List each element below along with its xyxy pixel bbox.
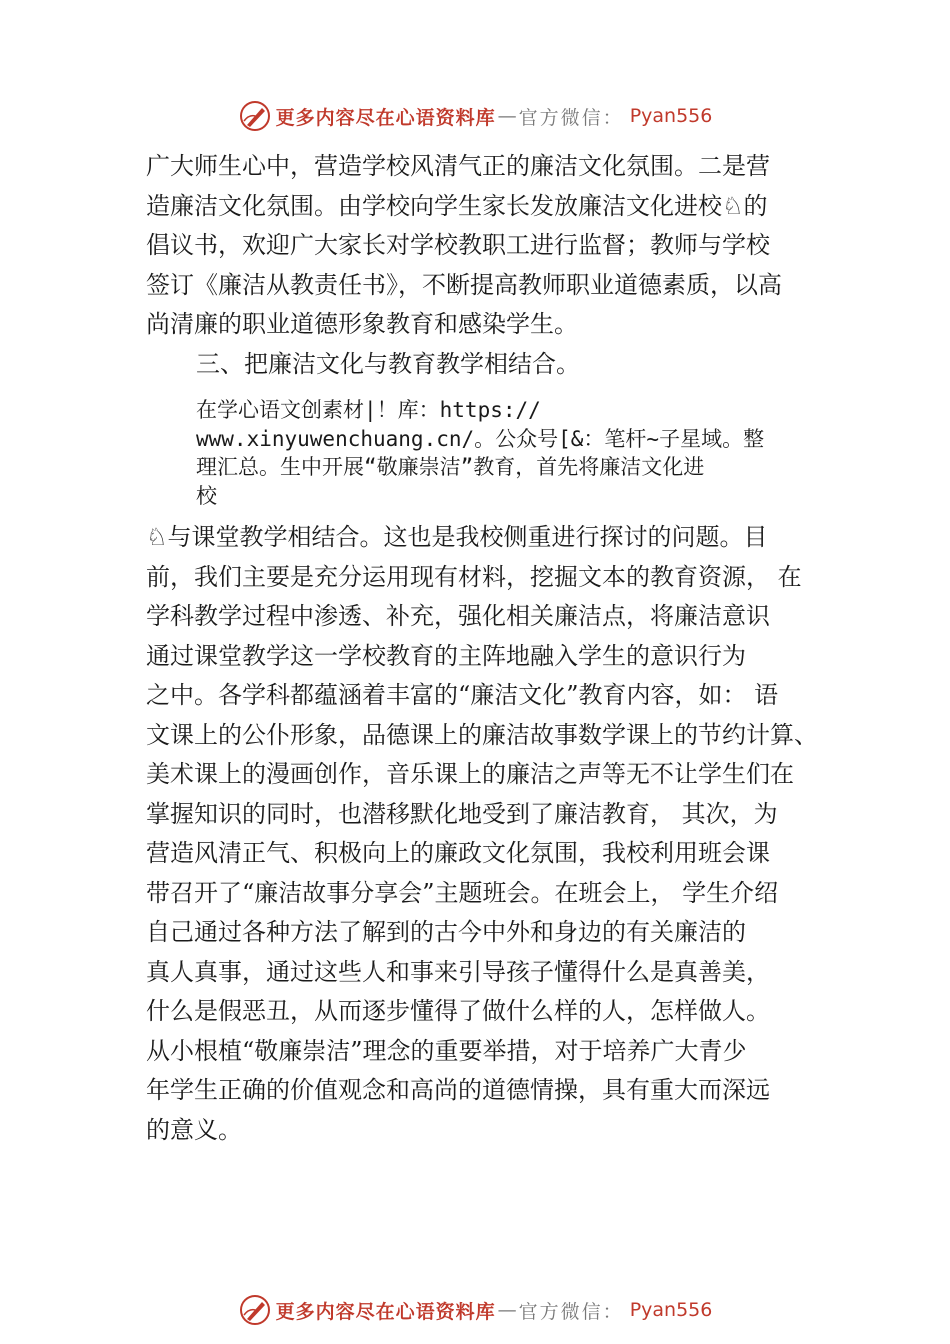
header-banner: [0, 96, 950, 136]
footer-wechat-label: 官方微信：: [518, 1300, 624, 1323]
text-line: 真人真事，通过这些人和事来引导孩子懂得什么是真善美，: [146, 957, 770, 986]
paragraph-2: [146, 518, 836, 1150]
text-line: 在学心语文创素材|！库：https://: [196, 398, 541, 422]
text-line: 广大师生心中，营造学校风清气正的廉洁文化氛围。二是营: [146, 152, 770, 180]
pen-logo-icon: [238, 1293, 272, 1327]
text-line: 通过课堂教学这一学校教育的主阵地融入学生的意识行为: [146, 641, 746, 670]
footer-brand: 更多内容尽在心语资料库: [275, 1300, 496, 1323]
text-line: 学科教学过程中渗透、补充，强化相关廉洁点，将廉洁意识: [146, 602, 770, 630]
text-line: 倡议书，欢迎广大家长对学校教职工进行监督；教师与学校: [146, 231, 770, 259]
footer-separator: —: [497, 1299, 517, 1321]
text-line: 自己通过各种方法了解到的古今中外和身边的有关廉洁的: [146, 918, 746, 946]
footer-banner: [0, 1290, 950, 1330]
header-brand: 更多内容尽在心语资料库: [275, 106, 496, 129]
text-line: 掌握知识的同时，也潜移默化地受到了廉洁教育， 其次，为: [146, 799, 778, 828]
text-line: 校: [196, 483, 217, 508]
text-line: www.xinyuwenchuang.cn/。公众号[&：笔杆~子星域。整: [196, 426, 765, 451]
text-line: 签订《廉洁从教责任书》，不断提高教师职业道德素质，以高: [146, 270, 782, 299]
text-line: 带召开了“廉洁故事分享会”主题班会。在班会上， 学生介绍: [146, 878, 779, 907]
source-block: [196, 396, 846, 510]
header-wechat-label: 官方微信：: [518, 106, 624, 129]
text-line: 年学生正确的价值观念和高尚的道德情操，具有重大而深远: [146, 1076, 770, 1104]
footer-wechat-id: Pyan556: [629, 1299, 713, 1321]
text-line: 什么是假恶丑，从而逐步懂得了做什么样的人，怎样做人。: [146, 997, 770, 1025]
text-line: 的意义。: [146, 1115, 242, 1144]
text-line: 营造风清正气、积极向上的廉政文化氛围，我校利用班会课: [146, 839, 770, 867]
section-heading: 三、把廉洁文化与教育教学相结合。: [196, 350, 580, 378]
pen-logo-icon: [238, 99, 272, 133]
text-line: 美术课上的漫画创作，音乐课上的廉洁之声等无不让学生们在: [146, 760, 794, 788]
text-line: 造廉洁文化氛围。由学校向学生家长发放廉洁文化进校♘的: [146, 191, 768, 220]
paragraph-1: [146, 147, 836, 345]
text-line: 前，我们主要是充分运用现有材料，挖掘文本的教育资源， 在: [146, 562, 802, 591]
text-line: 文课上的公仆形象，品德课上的廉洁故事数学课上的节约计算、: [146, 720, 818, 749]
text-line: 尚清廉的职业道德形象教育和感染学生。: [146, 310, 578, 338]
header-wechat-id: Pyan556: [629, 105, 713, 127]
text-line: 从小根植“敬廉崇洁”理念的重要举措，对于培养广大青少: [146, 1036, 747, 1065]
text-line: ♘与课堂教学相结合。这也是我校侧重进行探讨的问题。目: [146, 523, 768, 551]
text-line: 之中。各学科都蕴涵着丰富的“廉洁文化”教育内容，如： 语: [146, 681, 779, 709]
header-separator: —: [497, 105, 517, 127]
text-line: 理汇总。生中开展“敬廉崇洁”教育，首先将廉洁文化进: [196, 455, 705, 479]
